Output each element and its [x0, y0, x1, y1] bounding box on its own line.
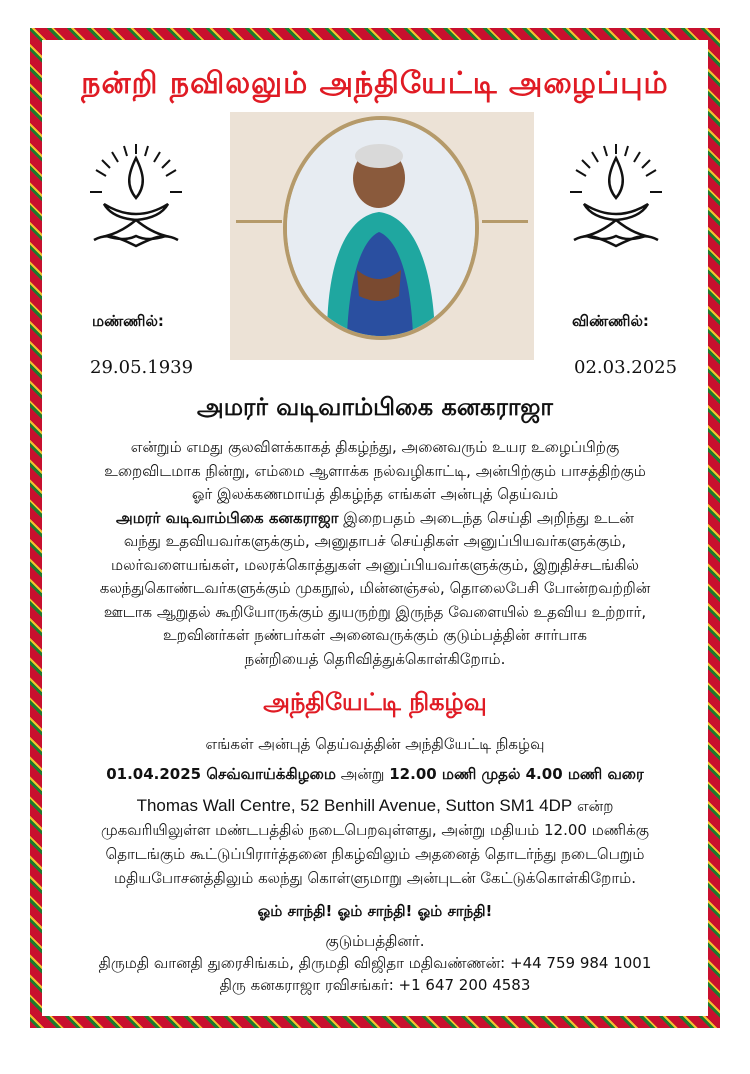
page-title: நன்றி நவிலலும் அந்தியேட்டி அழைப்பும்: [81, 66, 669, 101]
thanks-line: உறைவிடமாக நின்று, எம்மை ஆளாக்க நல்வழிகாட்டி, அன்பிற்கும் பாசத்திற்கும்: [104, 461, 646, 480]
frame-ornament-left: [236, 220, 282, 223]
ceremony-line: மதியபோசனத்திலும் கலந்து கொள்ளுமாறு அன்புடன் கேட்டுக்கொள்கிறோம்.: [114, 869, 636, 887]
death-date: 02.03.2025: [574, 357, 678, 378]
thanks-line: வந்து உதவியவர்களுக்கும், அனுதாபச் செய்திகள் அனுப்பியவர்களுக்கும்,: [123, 532, 627, 550]
address-suffix: என்ற: [572, 797, 614, 815]
om-shanti-line: ஓம் சாந்தி! ஓம் சாந்தி! ஓம் சாந்தி!: [257, 902, 493, 920]
thanks-line: [70, 507, 680, 531]
ceremony-time: 12.00 மணி முதல் 4.00 மணி வரை: [389, 765, 644, 783]
oil-lamp-lotus-icon: [564, 140, 668, 252]
ceremony-line: தொடங்கும் கூட்டுப்பிரார்த்தனை நிகழ்விலும் அதனைத் தொடர்ந்து நடைபெறும்: [105, 845, 645, 863]
portrait-photo: [283, 116, 479, 340]
death-label: விண்ணில்:: [572, 312, 649, 330]
ceremony-date: 01.04.2025 செவ்வாய்க்கிழமை: [106, 765, 336, 783]
thanks-line: மலர்வளையங்கள், மலரக்கொத்துகள் அனுப்பியவர்களுக்கும், இறுதிச்சடங்கில்: [111, 555, 639, 574]
birth-date: 29.05.1939: [90, 357, 194, 378]
frame-ornament-right: [482, 220, 528, 223]
ceremony-line: முகவரியிலுள்ள மண்டபத்தில் நடைபெறவுள்ளது, அன்று மதியம் 12.00 மணிக்கு: [101, 821, 649, 839]
ceremony-date-connector: அன்று: [335, 765, 390, 783]
family-contact-2: திரு கனகராஜா ரவிசங்கர்: +1 647 200 4583: [219, 976, 531, 994]
birth-label: மண்ணில்:: [92, 312, 164, 330]
thanks-line: நன்றியைத் தெரிவித்துக்கொள்கிறோம்.: [244, 649, 506, 668]
ceremony-paragraph: [70, 794, 680, 890]
thanks-line: ஊடாக ஆறுதல் கூறியோருக்கும் துயருற்று இருந்த வேளையில் உதவிய உற்றார்,: [103, 602, 647, 621]
ceremony-heading: அந்தியேட்டி நிகழ்வு: [263, 688, 487, 716]
thanks-line: உறவினர்கள் நண்பர்கள் அனைவருக்கும் குடும்பத்தின் சார்பாக: [163, 626, 587, 644]
oil-lamp-lotus-icon: [84, 140, 188, 252]
thanks-line: கலந்துகொண்டவர்களுக்கும் முகநூல், மின்னஞ்சல், தொலைபேசி போன்றவற்றின்: [99, 579, 651, 597]
thanks-line: என்றும் எமது குலவிளக்காகத் திகழ்ந்து, அனைவரும் உயர உழைப்பிற்கு: [130, 438, 620, 456]
deceased-name: அமரர் வடிவாம்பிகை கனகராஜா: [197, 393, 553, 421]
ceremony-address-line: [70, 794, 680, 818]
ceremony-datetime: [0, 765, 750, 785]
deceased-name-inline: அமரர் வடிவாம்பிகை கனகராஜா: [116, 508, 339, 527]
thanks-line: ஓர் இலக்கணமாய்த் திகழ்ந்த எங்கள் அன்புத் தெய்வம்: [191, 485, 559, 503]
thanks-paragraph: [70, 436, 680, 671]
ceremony-intro: எங்கள் அன்புத் தெய்வத்தின் அந்தியேட்டி நிகழ்வு: [205, 735, 545, 753]
venue-address: Thomas Wall Centre, 52 Benhill Avenue, Sutton SM1 4DP: [136, 796, 573, 815]
thanks-text: இறைபதம் அடைந்த செய்தி அறிந்து உடன்: [338, 508, 634, 527]
family-contact-1: திருமதி வானதி துரைசிங்கம், திருமதி விஜிதா மதிவண்ணன்: +44 759 984 1001: [98, 954, 652, 972]
family-label: குடும்பத்தினர்.: [325, 932, 425, 950]
